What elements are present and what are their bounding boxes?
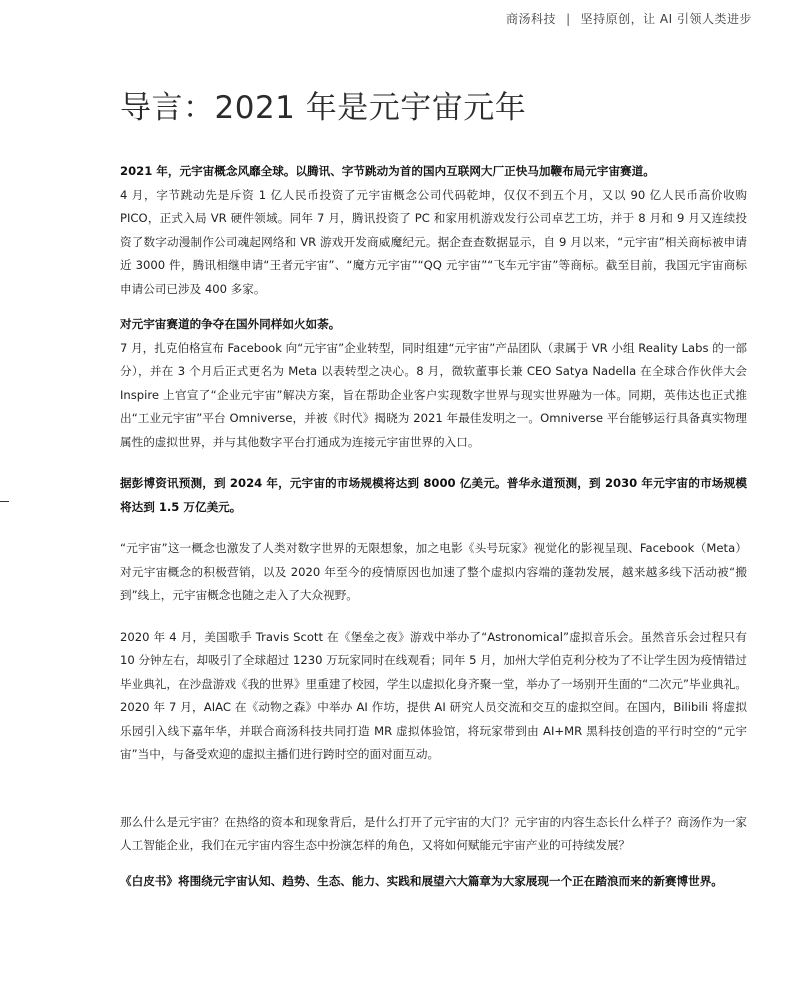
paragraph-body-1: 4 月，字节跳动先是斥资 1 亿人民币投资了元宇宙概念公司代码乾坤，仅仅不到五个月，又以 90 亿人民币高价收购 PICO，正式入局 VR 硬件领域。同年 7 月，腾讯投资了 PC 和家用机游戏发行公司卓艺工坊，并于 8 月和 9 月又连续投资了数字动漫制作公司魂起网络和 VR 游戏开发商威魔纪元。据企查查数据显示，自 9 月以来，“元宇宙”相关商标被申请近 3000 件，腾讯相继申请“王者元宇宙”、“魔方元宇宙”“QQ 元宇宙”“飞车元宇宙”等商标。截至目前，我国元宇宙商标申请公司已涉及 400 多家。 <box>120 187 747 296</box>
page-title: 导言：2021 年是元宇宙元年 <box>120 90 527 126</box>
paragraph-lead-1: 2021 年，元宇宙概念风靡全球。以腾讯、字节跳动为首的国内互联网大厂正快马加鞭布局元宇宙赛道。 <box>120 164 655 178</box>
paragraph-lead-2: 对元宇宙赛道的争夺在国外同样如火如荼。 <box>120 317 341 331</box>
company-name: 商汤科技 <box>506 12 557 26</box>
article-body <box>120 160 747 893</box>
paragraph-body-6: 那么什么是元宇宙？在热络的资本和现象背后，是什么打开了元宇宙的大门？元宇宙的内容生态长什么样子？商汤作为一家人工智能企业，我们在元宇宙内容生态中扮演怎样的角色，又将如何赋能元宇宙产业的可持续发展？ <box>120 814 747 852</box>
company-slogan: 坚持原创，让 AI 引领人类进步 <box>580 12 752 26</box>
paragraph-body-2: 7 月，扎克伯格宣布 Facebook 向“元宇宙”企业转型，同时组建“元宇宙”产品团队（隶属于 VR 小组 Reality Labs 的一部分），并在 3 个月后正式更名为 Meta 以表转型之决心。8 月，微软董事长兼 CEO Satya Nadella 在全球合作伙伴大会 Inspire 上官宣了“企业元宇宙”解决方案，旨在帮助企业客户实现数字世界与现实世界融为一体。同期，英伟达也正式推出“工业元宇宙”平台 Omniverse，并被《时代》揭晓为 2021 年最佳发明之一。Omniverse 平台能够运行具备真实物理属性的虚拟世界，并与其他数字平台打通成为连接元宇宙世界的入口。 <box>120 340 747 449</box>
header-separator: | <box>566 12 571 26</box>
page-header <box>506 10 752 27</box>
paragraph-body-4: “元宇宙”这一概念也激发了人类对数字世界的无限想象，加之电影《头号玩家》视觉化的影视呈现、Facebook（Meta）对元宇宙概念的积极营销，以及 2020 年至今的疫情原因也加速了整个虚拟内容端的蓬勃发展，越来越多线下活动被“搬到”线上，元宇宙概念也随之走入了大众视野。 <box>120 541 747 602</box>
margin-tick-mark <box>0 501 9 502</box>
paragraph-lead-7: 《白皮书》将围绕元宇宙认知、趋势、生态、能力、实践和展望六大篇章为大家展现一个正在踏浪而来的新赛博世界。 <box>120 873 723 888</box>
paragraph-body-5: 2020 年 4 月，美国歌手 Travis Scott 在《堡垒之夜》游戏中举办了“Astronomical”虚拟音乐会。虽然音乐会过程只有 10 分钟左右，却吸引了全球超过 1230 万玩家同时在线观看；同年 5 月，加州大学伯克利分校为了不让学生因为疫情错过毕业典礼，在沙盘游戏《我的世界》里重建了校园，学生以虚拟化身齐聚一堂，举办了一场别开生面的“二次元”毕业典礼。2020 年 7 月，AIAC 在《动物之森》中举办 AI 作坊，提供 AI 研究人员交流和交互的虚拟空间。在国内，Bilibili 将虚拟乐园引入线下嘉年华，并联合商汤科技共同打造 MR 虚拟体验馆，将玩家带到由 AI+MR 黑科技创造的平行时空的“元宇宙”当中，与备受欢迎的虚拟主播们进行跨时空的面对面互动。 <box>120 629 747 761</box>
paragraph-lead-3: 据彭博资讯预测，到 2024 年，元宇宙的市场规模将达到 8000 亿美元。普华永道预测，到 2030 年元宇宙的市场规模将达到 1.5 万亿美元。 <box>120 476 747 514</box>
